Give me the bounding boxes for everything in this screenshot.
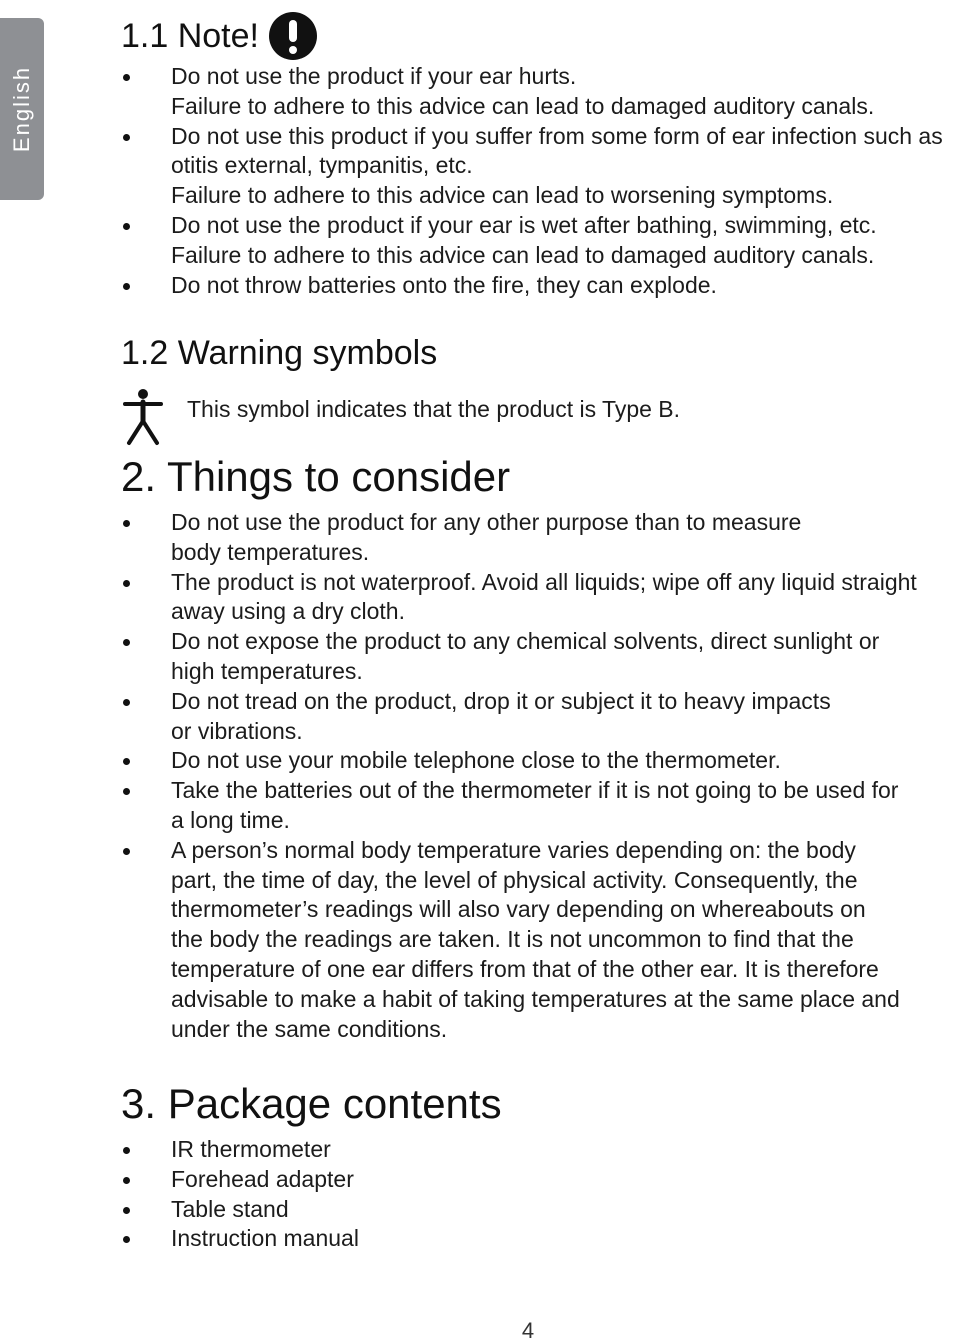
list-item: Do not tread on the product, drop it or subject it to heavy impacts or vibrations. <box>121 687 960 747</box>
note-heading <box>121 12 317 60</box>
language-tab-label: English <box>9 65 34 153</box>
language-tab <box>0 18 44 200</box>
list-item: Do not use your mobile telephone close to the thermometer. <box>121 746 960 776</box>
list-item: Do not use this product if you suffer from some form of ear infection such as otitis external, tympanitis, etc. Failure to adhere to this advice can lead to worsening symptoms. <box>121 122 960 211</box>
warning-heading: 1.2 Warning symbols <box>121 334 438 372</box>
list-item: IR thermometer <box>121 1135 960 1165</box>
type-b-person-icon <box>123 388 163 446</box>
warning-text: This symbol indicates that the product is Type B. <box>187 396 681 422</box>
list-item: Forehead adapter <box>121 1165 960 1195</box>
list-item: Table stand <box>121 1195 960 1225</box>
page-number: 4 <box>521 1318 535 1343</box>
list-item: Do not throw batteries onto the fire, they can explode. <box>121 271 960 301</box>
list-item: Take the batteries out of the thermometer if it is not going to be used for a long time. <box>121 776 960 836</box>
list-item: Do not use the product for any other purpose than to measure body temperatures. <box>121 508 960 568</box>
list-item: The product is not waterproof. Avoid all liquids; wipe off any liquid straight away using a dry cloth. <box>121 568 960 628</box>
list-item: Do not expose the product to any chemical solvents, direct sunlight or high temperatures. <box>121 627 960 687</box>
consider-list <box>121 508 960 1044</box>
package-heading: 3. Package contents <box>121 1080 502 1127</box>
warning-row <box>121 388 960 448</box>
list-item: Do not use the product if your ear hurts. Failure to adhere to this advice can lead to damaged auditory canals. <box>121 62 960 122</box>
note-heading-text: 1.1 Note! <box>121 17 259 55</box>
exclamation-icon <box>269 12 317 60</box>
note-list <box>121 62 960 300</box>
list-item: Instruction manual <box>121 1224 960 1254</box>
package-list <box>121 1135 960 1254</box>
list-item: A person’s normal body temperature varies depending on: the body part, the time of day, the level of physical activity. Consequently, the thermometer’s readings will also vary depending on whereabouts on the body the readings are taken. It is not uncommon to find that the temperature of one ear differs from that of the other ear. It is therefore advisable to make a habit of taking temperatures at the same place and under the same conditions. <box>121 836 960 1045</box>
consider-heading: 2. Things to consider <box>121 453 511 500</box>
list-item: Do not use the product if your ear is wet after bathing, swimming, etc. Failure to adhere to this advice can lead to damaged auditory canals. <box>121 211 960 271</box>
